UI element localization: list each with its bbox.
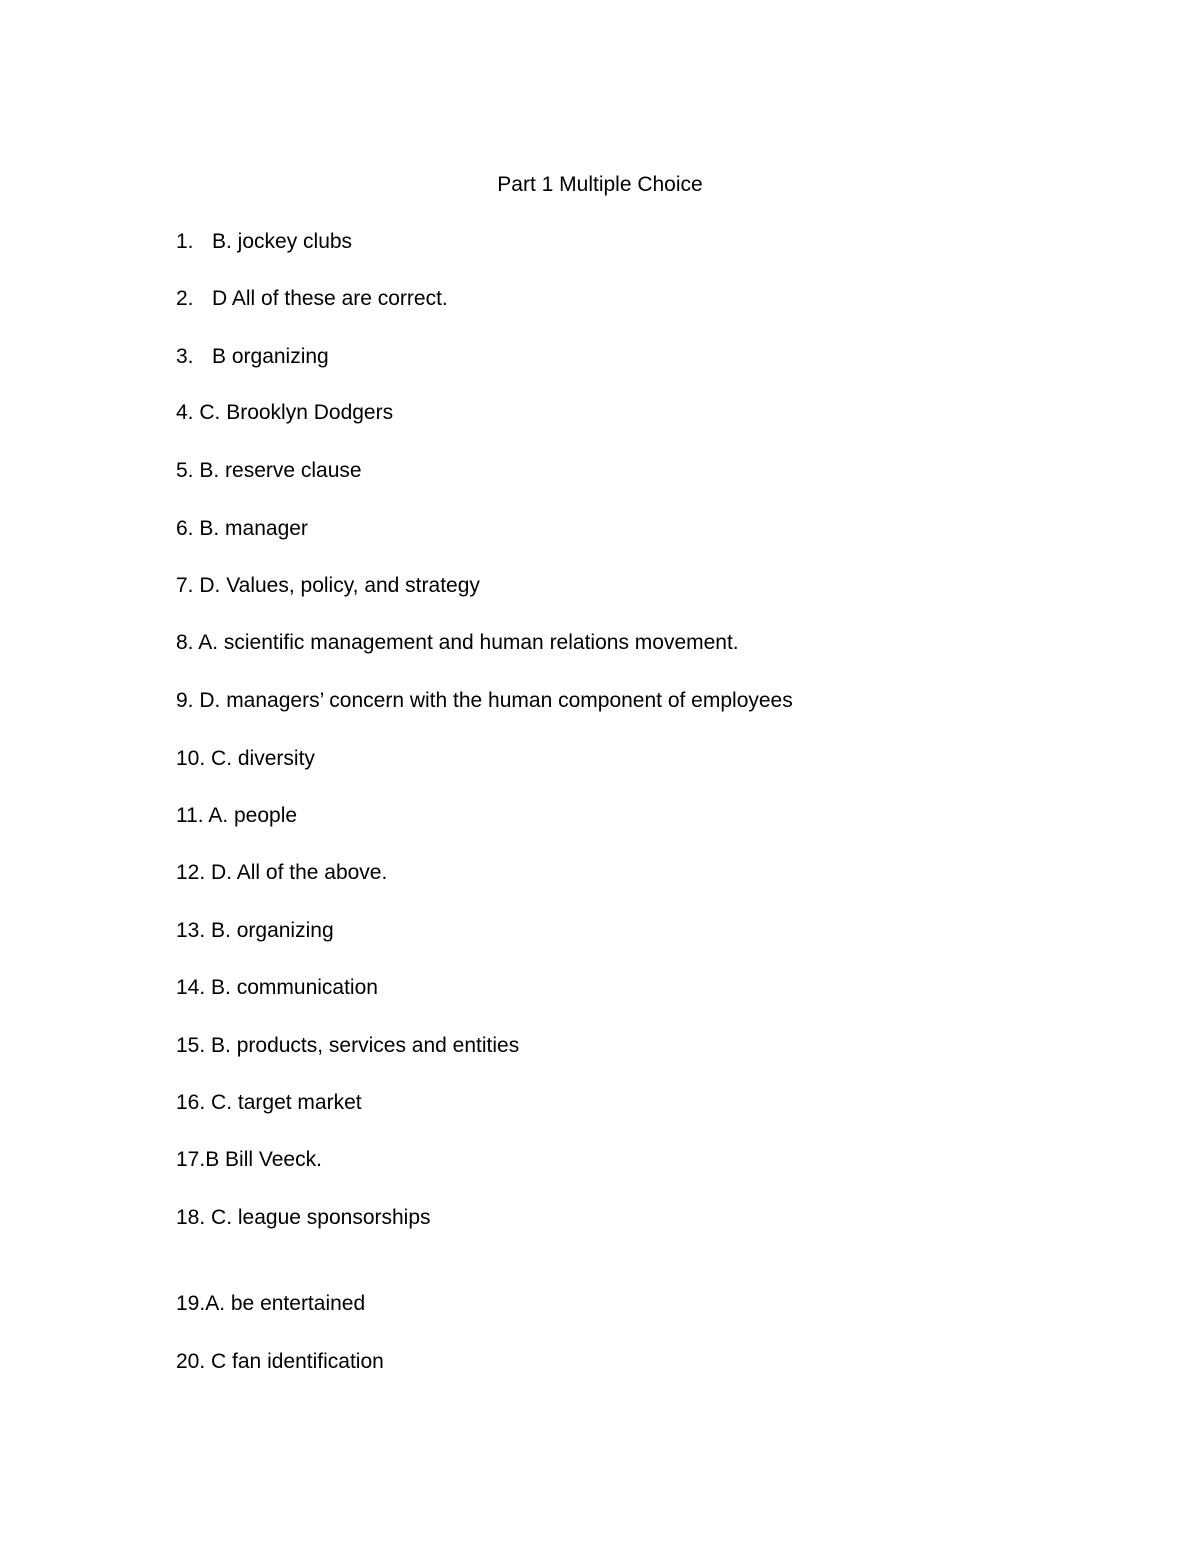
answer-item-9 xyxy=(176,686,793,716)
answer-number: 12. xyxy=(176,861,206,884)
answer-text: D. managers’ concern with the human component of employees xyxy=(199,689,793,712)
answer-text: C. league sponsorships xyxy=(211,1206,431,1229)
answer-number: 11. xyxy=(176,804,204,827)
answer-item-7 xyxy=(176,571,480,601)
answer-item-16 xyxy=(176,1088,362,1118)
answer-text: A. people xyxy=(208,804,298,827)
answer-item-11 xyxy=(176,801,297,831)
answer-item-17 xyxy=(176,1145,322,1175)
answer-number: 9. xyxy=(176,689,194,712)
answer-number: 3. xyxy=(176,345,194,368)
answer-text: D. All of the above. xyxy=(211,861,388,884)
answer-number: 8. xyxy=(176,631,194,654)
answer-text: C. Brooklyn Dodgers xyxy=(199,401,394,424)
answer-item-1 xyxy=(176,227,352,257)
answer-text: C fan identification xyxy=(211,1350,384,1373)
answer-item-12 xyxy=(176,858,387,888)
answer-item-15 xyxy=(176,1031,519,1061)
answer-text: B. manager xyxy=(199,517,308,540)
answer-text: B. organizing xyxy=(211,919,334,942)
answer-text: B organizing xyxy=(212,345,329,368)
answer-item-3 xyxy=(176,342,329,372)
answer-number: 19. xyxy=(176,1292,206,1315)
answer-number: 20. xyxy=(176,1350,206,1373)
answer-text: D All of these are correct. xyxy=(212,287,448,310)
answer-text: B. products, services and entities xyxy=(211,1034,520,1057)
page-title: Part 1 Multiple Choice xyxy=(497,173,703,196)
answer-number: 10. xyxy=(176,747,206,770)
answer-item-13 xyxy=(176,916,334,946)
answer-item-8 xyxy=(176,628,739,658)
answer-text: A. be entertained xyxy=(205,1292,366,1315)
answer-number: 14. xyxy=(176,976,206,999)
answer-text: B Bill Veeck. xyxy=(205,1148,322,1171)
answer-text: C. target market xyxy=(211,1091,362,1114)
answer-number: 1. xyxy=(176,230,194,253)
answer-text: C. diversity xyxy=(211,747,315,770)
answer-item-14 xyxy=(176,973,378,1003)
answer-number: 18. xyxy=(176,1206,206,1229)
answer-text: B. reserve clause xyxy=(199,459,362,482)
answer-number: 15. xyxy=(176,1034,206,1057)
answer-number: 7. xyxy=(176,574,194,597)
answer-item-6 xyxy=(176,514,308,544)
answer-number: 6. xyxy=(176,517,194,540)
answer-item-2 xyxy=(176,284,448,314)
answer-number: 17. xyxy=(176,1148,206,1171)
answer-item-19 xyxy=(176,1289,365,1319)
answer-text: A. scientific management and human relations movement. xyxy=(198,631,739,654)
answer-text: B. jockey clubs xyxy=(212,230,353,253)
answer-text: B. communication xyxy=(211,976,378,999)
answer-number: 5. xyxy=(176,459,194,482)
answer-text: D. Values, policy, and strategy xyxy=(199,574,480,597)
answer-number: 13. xyxy=(176,919,206,942)
answer-item-18 xyxy=(176,1203,431,1233)
answer-item-5 xyxy=(176,456,362,486)
answer-number: 2. xyxy=(176,287,194,310)
answer-item-10 xyxy=(176,744,315,774)
answer-item-4 xyxy=(176,398,393,428)
answer-number: 16. xyxy=(176,1091,206,1114)
answer-item-20 xyxy=(176,1347,384,1377)
answer-number: 4. xyxy=(176,401,194,424)
